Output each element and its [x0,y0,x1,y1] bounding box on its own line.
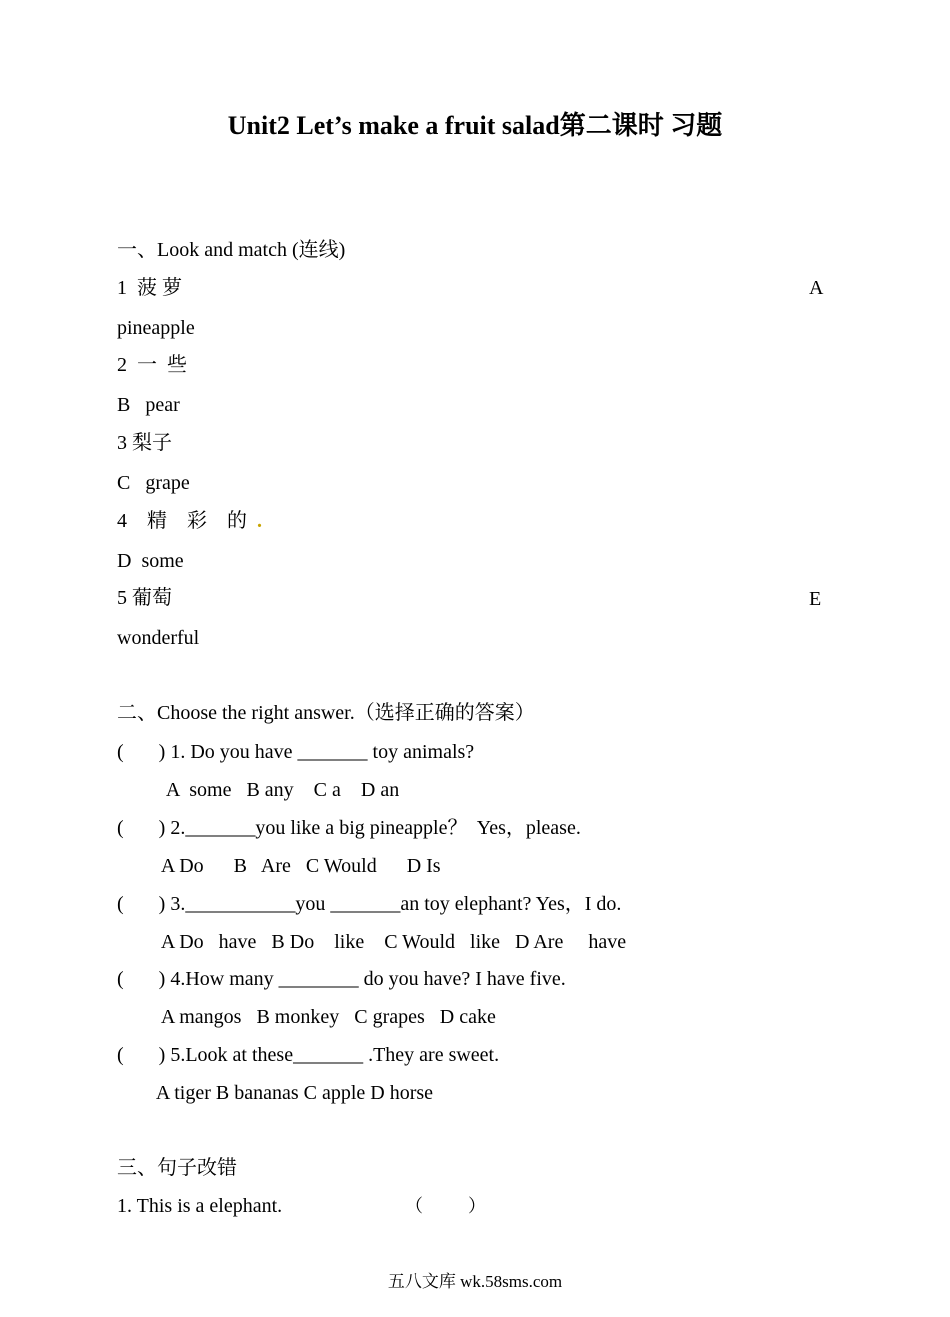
question-2-options: A Do B Are C Would D Is [117,855,441,877]
match-option-b: B pear [117,394,180,416]
decorative-dot: . [247,510,262,532]
section-heading-match: 一、Look and match (连线) [117,239,346,261]
section-heading-correct: 三、句子改错 [117,1157,237,1179]
match-option-wonderful: wonderful [117,627,200,649]
section-heading-choose: 二、Choose the right answer.（选择正确的答案） [117,702,535,724]
match-letter-e: E [809,588,822,610]
page-footer: 五八文库 wk.58sms.com [387,1272,563,1291]
question-2: ( ) 2._______you like a big pineapple？ Yes，please. [117,817,581,839]
correction-answer-blank: （ ） [405,1196,486,1216]
question-4: ( ) 4.How many ________ do you have? I have five. [117,968,566,990]
match-option-c: C grape [117,472,190,494]
match-item-3: 3 梨子 [117,432,172,454]
match-item-2: 2 一 些 [117,354,187,376]
question-5: ( ) 5.Look at these_______ .They are sweet. [117,1044,500,1066]
match-option-pineapple: pineapple [117,317,195,339]
match-option-d: D some [117,550,184,572]
match-letter-a: A [809,277,824,299]
match-item-5: 5 葡萄 [117,587,172,609]
match-item-4-text: 4 精 彩 的 [117,510,247,532]
question-1-options: A some B any C a D an [117,779,400,801]
question-3-options: A Do have B Do like C Would like D Are have [117,931,627,953]
question-4-options: A mangos B monkey C grapes D cake [117,1006,496,1028]
page-title: Unit2 Let’s make a fruit salad第二课时 习题 [227,111,723,140]
match-item-1: 1 菠 萝 [117,277,182,299]
question-5-options: A tiger B bananas C apple D horse [117,1082,434,1104]
correction-item-1: 1. This is a elephant. [117,1195,283,1217]
question-3: ( ) 3.___________you _______an toy elephant? Yes，I do. [117,893,622,915]
match-item-4 [117,508,262,534]
question-1: ( ) 1. Do you have _______ toy animals? [117,741,475,763]
